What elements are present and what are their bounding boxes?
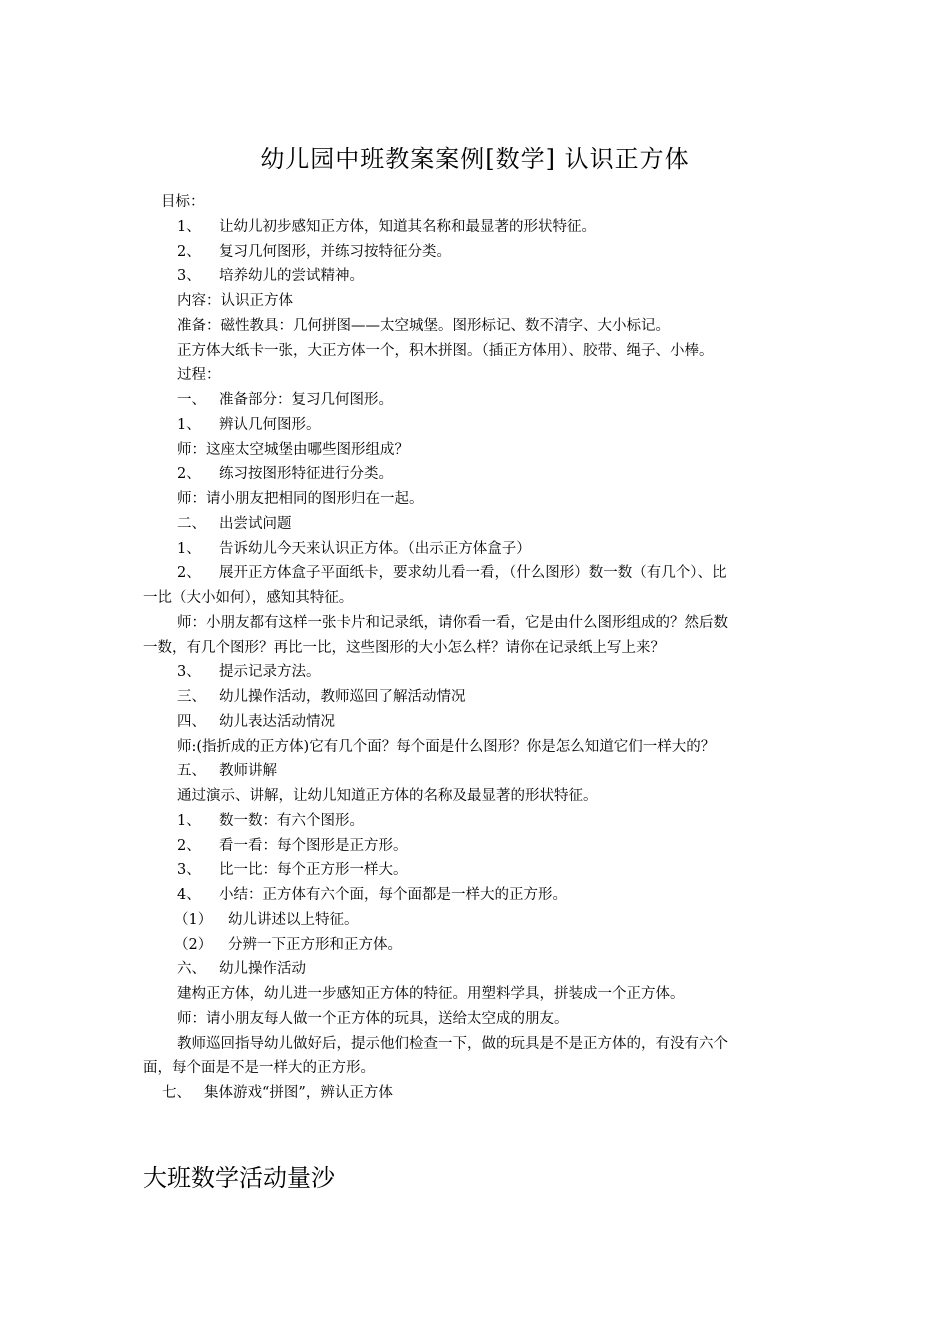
line-text: 教师巡回指导幼儿做好后，提示他们检查一下，做的玩具是不是正方体的，有没有六个 — [177, 1035, 728, 1052]
paragraph-line — [143, 512, 813, 537]
paragraph-line — [143, 363, 813, 388]
line-text: 目标： — [161, 194, 205, 210]
list-number: 2、 — [177, 565, 201, 582]
paragraph-line — [143, 413, 813, 438]
paragraph-line — [143, 809, 813, 834]
line-text: 准备部分：复习几何图形。 — [219, 392, 393, 408]
paragraph-line — [143, 883, 813, 908]
list-number: （1） — [174, 911, 213, 928]
line-text: 分辨一下正方形和正方体。 — [228, 936, 402, 953]
list-number: 七、 — [162, 1085, 191, 1101]
list-number: 3、 — [177, 664, 201, 681]
line-text: 复习几何图形，并练习按特征分类。 — [219, 243, 451, 260]
list-number: 3、 — [177, 862, 201, 879]
line-text: 师：请小朋友把相同的图形归在一起。 — [177, 491, 424, 507]
line-text: 看一看：每个图形是正方形。 — [219, 837, 408, 854]
line-text: 师：小朋友都有这样一张卡片和记录纸，请你看一看，它是由什么图形组成的？然后数 — [177, 614, 728, 631]
line-text: 幼儿操作活动，教师巡回了解活动情况 — [219, 689, 466, 705]
paragraph-line — [143, 685, 813, 710]
line-text: 练习按图形特征进行分类。 — [219, 466, 393, 483]
line-text: 提示记录方法。 — [219, 664, 321, 681]
paragraph-line — [143, 561, 813, 586]
paragraph-line — [143, 611, 813, 636]
paragraph-line — [143, 858, 813, 883]
list-number: 2、 — [177, 466, 201, 483]
paragraph-line — [143, 240, 813, 265]
paragraph-line — [143, 660, 813, 685]
paragraph-line — [143, 215, 813, 240]
paragraph-line — [143, 388, 813, 413]
list-number: 1、 — [177, 540, 201, 557]
line-text: 面，每个面是不是一样大的正方形。 — [143, 1060, 375, 1077]
line-text: 数一数：有六个图形。 — [219, 812, 364, 829]
paragraph-line — [143, 339, 813, 364]
list-number: 2、 — [177, 243, 201, 260]
line-text: 师：请小朋友每人做一个正方体的玩具，送给太空成的朋友。 — [177, 1010, 569, 1027]
paragraph-line — [143, 957, 813, 982]
list-number: 三、 — [177, 689, 206, 705]
paragraph-line — [143, 1081, 813, 1106]
paragraph-line — [143, 586, 813, 611]
list-number: 1、 — [177, 416, 201, 433]
list-number: 4、 — [177, 887, 201, 903]
line-text: 准备：磁性教具：几何拼图——太空城堡。图形标记、数不清字、大小标记。 — [177, 317, 670, 334]
paragraph-line — [143, 264, 813, 289]
line-text: 一数，有几个图形？再比一比，这些图形的大小怎么样？请你在记录纸上写上来？ — [143, 639, 665, 656]
list-number: 六、 — [177, 961, 206, 978]
list-number: 3、 — [177, 268, 201, 285]
paragraph-line — [143, 759, 813, 784]
list-number: （2） — [174, 936, 213, 953]
line-text: 小结：正方体有六个面，每个面都是一样大的正方形。 — [219, 887, 567, 903]
list-number: 2、 — [177, 837, 201, 854]
paragraph-line — [143, 314, 813, 339]
paragraph-line — [143, 908, 813, 933]
paragraph-line — [143, 487, 813, 512]
line-text: 幼儿表达活动情况 — [219, 713, 335, 730]
line-text: 展开正方体盒子平面纸卡，要求幼儿看一看，（什么图形）数一数（有几个）、比 — [219, 565, 727, 582]
list-number: 一、 — [177, 392, 206, 408]
list-number: 五、 — [177, 763, 206, 780]
paragraph-line — [143, 834, 813, 859]
paragraph-line — [143, 289, 813, 314]
line-text: 让幼儿初步感知正方体，知道其名称和最显著的形状特征。 — [219, 218, 596, 235]
line-text: 师：这座太空城堡由哪些图形组成？ — [177, 441, 409, 458]
line-text: 辨认几何图形。 — [219, 416, 321, 433]
paragraph-line — [143, 636, 813, 661]
paragraph-line — [143, 735, 813, 760]
line-text: 幼儿讲述以上特征。 — [228, 911, 359, 928]
paragraph-line — [143, 537, 813, 562]
document-title: 幼儿园中班教案案例[数学] 认识正方体 — [260, 145, 690, 173]
document-body — [143, 190, 813, 1106]
list-number: 1、 — [177, 812, 201, 829]
paragraph-line — [143, 784, 813, 809]
paragraph-line — [143, 190, 813, 215]
line-text: 师:(指折成的正方体)它有几个面？每个面是什么图形？你是怎么知道它们一样大的？ — [177, 738, 716, 755]
paragraph-line — [143, 982, 813, 1007]
line-text: 通过演示、讲解，让幼儿知道正方体的名称及最显著的形状特征。 — [177, 788, 598, 804]
paragraph-line — [143, 1056, 813, 1081]
list-number: 1、 — [177, 218, 201, 235]
line-text: 过程： — [177, 367, 221, 384]
paragraph-line — [143, 1032, 813, 1057]
next-section-heading: 大班数学活动量沙 — [143, 1164, 335, 1192]
line-text: 内容：认识正方体 — [177, 293, 293, 309]
line-text: 告诉幼儿今天来认识正方体。（出示正方体盒子） — [219, 540, 531, 557]
paragraph-line — [143, 462, 813, 487]
line-text: 一比（大小如何），感知其特征。 — [143, 590, 354, 606]
line-text: 正方体大纸卡一张，大正方体一个，积木拼图。（插正方体用）、胶带、绳子、小棒。 — [177, 342, 714, 359]
line-text: 建构正方体，幼儿进一步感知正方体的特征。用塑料学具，拼装成一个正方体。 — [177, 986, 685, 1002]
line-text: 比一比：每个正方形一样大。 — [219, 862, 408, 879]
list-number: 二、 — [177, 515, 206, 532]
paragraph-line — [143, 438, 813, 463]
line-text: 出尝试问题 — [219, 515, 292, 532]
line-text: 教师讲解 — [219, 763, 277, 780]
line-text: 幼儿操作活动 — [219, 961, 306, 978]
paragraph-line — [143, 1007, 813, 1032]
line-text: 集体游戏“拼图”，辨认正方体 — [204, 1085, 393, 1101]
line-text: 培养幼儿的尝试精神。 — [219, 268, 364, 285]
paragraph-line — [143, 710, 813, 735]
list-number: 四、 — [177, 713, 206, 730]
paragraph-line — [143, 933, 813, 958]
